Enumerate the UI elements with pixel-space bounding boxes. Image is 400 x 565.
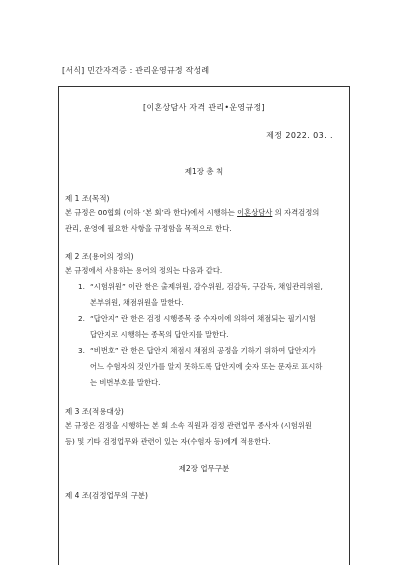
article-2-intro: 본 규정에서 사용하는 용어의 정의는 다음과 같다.: [65, 266, 223, 275]
item-line: 는 비번부호를 말한다.: [90, 378, 161, 387]
item-text: [90, 279, 340, 311]
article-2-item-1: [78, 279, 340, 311]
article-4-title: 제 4 조(검정업무의 구분): [65, 491, 148, 500]
chapter-1-heading: 제1장 총 칙: [184, 167, 224, 176]
article-1-line-1-a: 본 규정은 00협회 (이하 ‘본 회’라 한다)에서 시행하는: [65, 208, 238, 217]
article-2-item-2: [78, 311, 340, 343]
article-3-body: [65, 418, 345, 450]
article-3-line-2: 등) 및 기타 검정업무와 관련이 있는 자(수험자 등)에게 적용한다.: [65, 437, 271, 446]
chapter-2-heading: 제2장 업무구분: [178, 464, 230, 473]
document-title: [이혼상담사 자격 관리•운영규정]: [143, 103, 265, 112]
article-3-line-1: 본 규정은 검정을 시행하는 본 회 소속 직원과 검정 관련업무 종사자 (시험위원: [65, 421, 312, 430]
item-line: “답안지” 란 한은 검정 시행종목 중 수자이에 의하여 채점되는 필기시험: [90, 314, 316, 323]
article-2-item-3: [78, 343, 340, 391]
article-1-body: [65, 205, 345, 237]
item-number: 2.: [78, 314, 85, 323]
item-line: “시험위원” 이란 한은 출제위원, 감수위원, 검감독, 구감독, 채임관리위원,: [90, 282, 323, 291]
item-number: 3.: [78, 346, 85, 355]
item-text: [90, 343, 340, 391]
article-3-title: 제 3 조(적용대상): [65, 407, 124, 416]
enactment-date: 제정 2022. 03. .: [266, 131, 333, 140]
item-text: [90, 311, 340, 343]
qualification-name: 이혼상담사: [237, 208, 273, 217]
item-line: 답안지로 시행하는 종목의 답안지를 말한다.: [90, 330, 229, 339]
article-1-line-1: [65, 205, 345, 221]
document-frame: [58, 86, 350, 565]
item-line: 본부위원, 채점위원을 말한다.: [90, 298, 184, 307]
article-1-line-1-b: 의 자격검정의: [272, 208, 320, 217]
article-2-title: 제 2 조(용어의 정의): [65, 252, 134, 261]
article-1-line-2: 관리, 운영에 필요한 사항을 규정함을 목적으로 한다.: [65, 224, 232, 233]
item-line: 어느 수험자의 것인가를 알지 못하도록 답안지에 숫자 또는 문자로 표시하: [90, 362, 323, 371]
item-line: “비번호” 란 한은 답안지 채점시 채점의 공정을 기하기 위하여 답안지가: [90, 346, 316, 355]
article-1-title: 제 1 조(목적): [65, 194, 110, 203]
item-number: 1.: [78, 282, 85, 291]
form-header: [서식] 민간자격증 : 관리운영규정 작성례: [62, 66, 210, 75]
